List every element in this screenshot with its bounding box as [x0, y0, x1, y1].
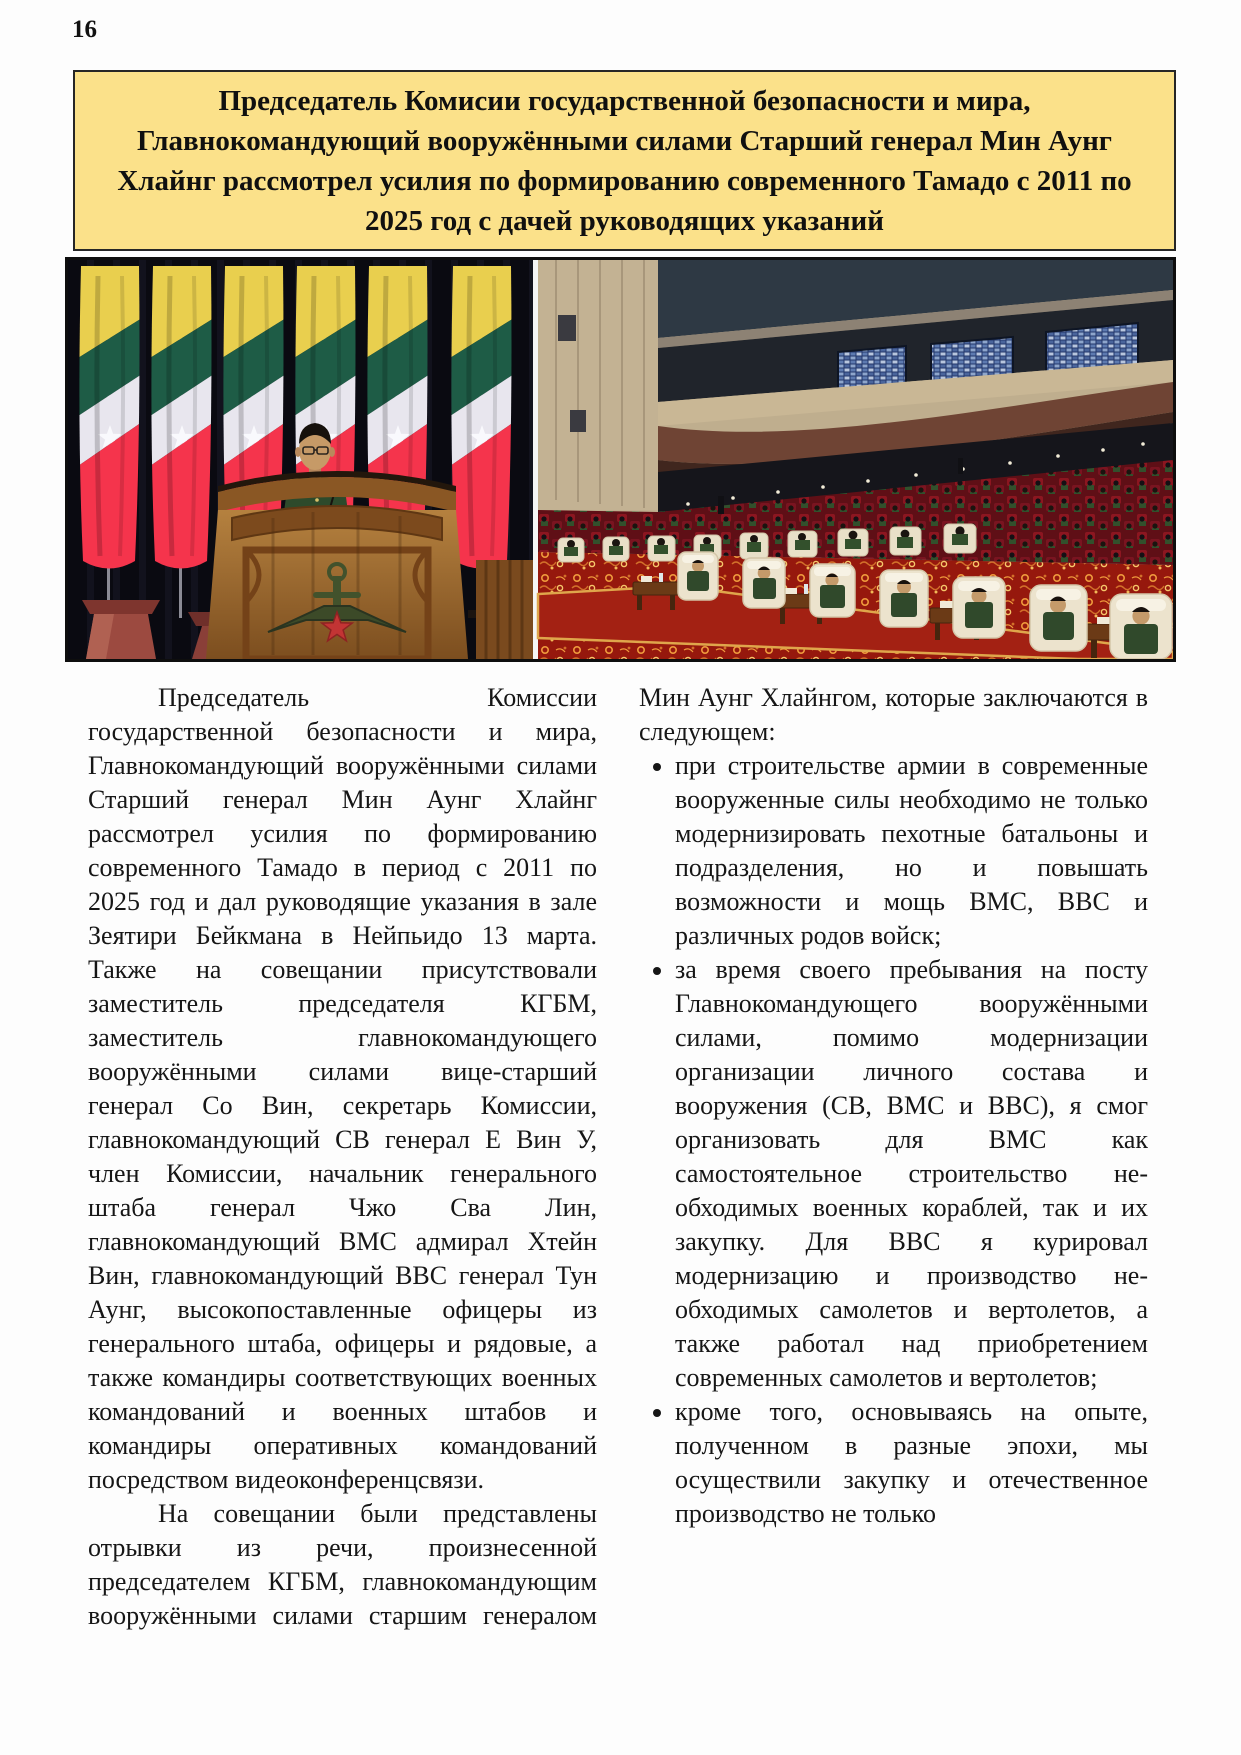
- speech-point: • кроме того, основываясь на опыте, полученном в разные эпохи, мы осуществили закупку и отечественное производство не только: [675, 1395, 1148, 1531]
- article-paragraph-2-intro: На совещании были представлены отрывки из речи, произнесенной председателем КГБМ, главнокомандующим вооружёнными силами старшим генералом Мин Аунг Хлайнгом, которые заключаются в следующем:: [88, 683, 1148, 1630]
- speech-point: • за время своего пребывания на посту Главнокомандующего вооружёнными силами, помимо модернизации организации личного состава и вооружения (СВ, ВМС и ВВС), я смог организовать для ВМС как самостоятельное строительство необходимых военных кораблей, так и их закупку. Для ВВС я курировал модернизацию и производство необходимых самолетов и вертолетов, а также работал над приобретением современных самолетов и вертолетов;: [675, 953, 1148, 1395]
- headline-title: Председатель Комисии государственной безопасности и мира, Главнокомандующий вооружёнными силами Старший генерал Мин Аунг Хлайнг рассмотрел усилия по формированию современного Тамадо с 2011 по 2025 год с дачей руководящих указаний: [117, 84, 1132, 237]
- headline-box: [73, 70, 1176, 251]
- photo-left-speaker-panel: [68, 260, 533, 659]
- speech-points-list: [639, 749, 1148, 1531]
- article-columns: [88, 681, 1148, 1697]
- wooden-side-panel: [476, 560, 533, 659]
- meeting-photo-illustration: [68, 260, 1173, 659]
- meeting-photo: [65, 257, 1176, 662]
- page-number: 16: [72, 16, 97, 43]
- auditorium-side-wall: [538, 260, 658, 510]
- article-paragraph-1: Председатель Комиссии государственной безопасности и мира, Главнокомандующий вооружёнными силами Старший генерал Мин Аунг Хлайнг рассмотрел усилия по формированию современного Тамадо в период с 2011 по 2025 год и дал руководящие указания в зале Зеятири Бейкмана в Нейпьидо 13 марта. Также на совещании присутствовали заместитель председателя КГБМ, заместитель главнокомандующего вооружёнными силами вице-старший генерал Со Вин, секретарь Комиссии, главнокомандующий СВ генерал Е Вин У, член Комиссии, начальник генерального штаба генерал Чжо Сва Лин, главнокомандующий ВМС адмирал Хтейн Вин, главнокомандующий ВВС генерал Тун Аунг, высокопоставленные офицеры из генерального штаба, офицеры и рядовые, а также командиры соответствующих военных командований и военных штабов и командиры оперативных командований посредством видеоконференцсвязи.: [88, 683, 597, 1494]
- photo-right-auditorium-panel: [538, 260, 1173, 659]
- speech-point: • при строительстве армии в современные вооруженные силы необходимо не только модернизировать пехотные батальоны и подразделения, но и повышать возможности и мощь ВМС, ВВС и различных родов войск;: [675, 749, 1148, 953]
